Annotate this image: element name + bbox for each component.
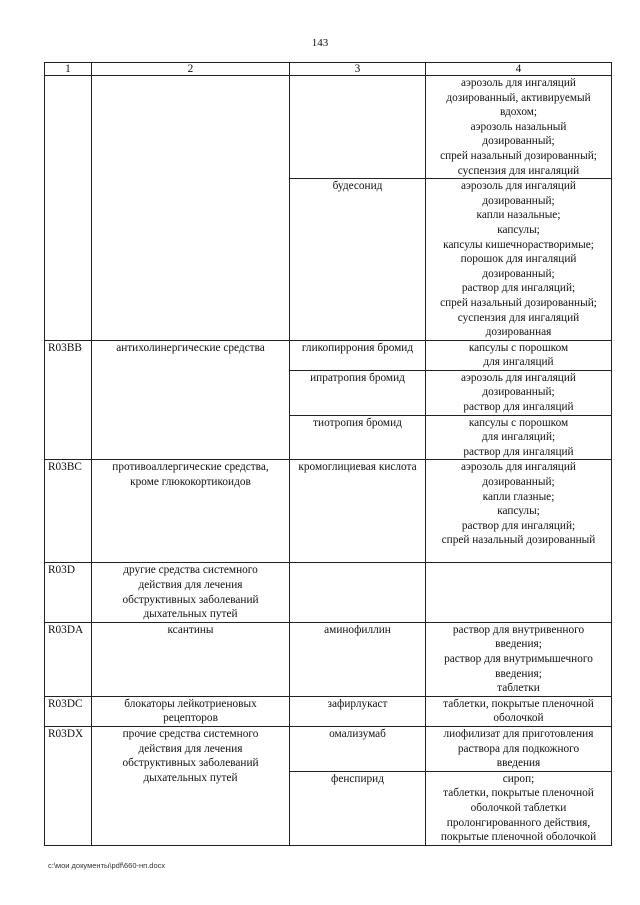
atc-code-cell: R03BB: [45, 340, 92, 460]
group-cell: антихолинергические средства: [92, 340, 290, 460]
group-cell: блокаторы лейкотриеновых рецепторов: [92, 696, 290, 726]
group-cell: прочие средства системного действия для лечения обструктивных заболеваний дыхательных путей: [92, 726, 290, 845]
drug-name-cell: [290, 76, 426, 179]
atc-code-cell: [45, 76, 92, 341]
dosage-forms-cell: раствор для внутривенного введения; раствор для внутримышечного введения; таблетки: [426, 622, 612, 696]
table-row: [45, 726, 612, 771]
drug-name-cell: омализумаб: [290, 726, 426, 771]
dosage-forms-cell: аэрозоль для ингаляций дозированный; капли назальные; капсулы; капсулы кишечнорастворимые; порошок для ингаляций дозированный; раствор для ингаляций; спрей назальный дозированный; суспензия для ингаляций дозированная: [426, 179, 612, 341]
table-row: [45, 76, 612, 179]
column-header: 3: [290, 63, 426, 76]
column-header: 1: [45, 63, 92, 76]
drug-name-cell: [290, 563, 426, 622]
dosage-forms-cell: аэрозоль для ингаляций дозированный; раствор для ингаляций: [426, 370, 612, 415]
column-header: 4: [426, 63, 612, 76]
table-header-row: [45, 63, 612, 76]
page-number: 143: [311, 37, 329, 49]
footer-file-path: c:\мои документы\pdf\660-нп.docx: [48, 861, 166, 870]
group-cell: [92, 76, 290, 341]
dosage-forms-cell: капсулы с порошком для ингаляций; раствор для ингаляций: [426, 415, 612, 460]
dosage-forms-cell: [426, 563, 612, 622]
drug-name-cell: будесонид: [290, 179, 426, 341]
atc-code-cell: R03BC: [45, 460, 92, 563]
atc-code-cell: R03D: [45, 563, 92, 622]
group-cell: ксантины: [92, 622, 290, 696]
table-row: [45, 563, 612, 622]
dosage-forms-cell: аэрозоль для ингаляций дозированный, активируемый вдохом; аэрозоль назальный дозированный; спрей назальный дозированный; суспензия для ингаляций: [426, 76, 612, 179]
drug-name-cell: зафирлукаст: [290, 696, 426, 726]
dosage-forms-cell: капсулы с порошком для ингаляций: [426, 340, 612, 370]
dosage-forms-cell: лиофилизат для приготовления раствора для подкожного введения: [426, 726, 612, 771]
drug-name-cell: гликопиррония бромид: [290, 340, 426, 370]
atc-code-cell: R03DA: [45, 622, 92, 696]
drug-name-cell: фенспирид: [290, 771, 426, 845]
group-cell: другие средства системного действия для лечения обструктивных заболеваний дыхательных путей: [92, 563, 290, 622]
atc-code-cell: R03DX: [45, 726, 92, 845]
group-cell: противоаллергические средства, кроме глюкокортикоидов: [92, 460, 290, 563]
drug-name-cell: ипратропия бромид: [290, 370, 426, 415]
drug-name-cell: тиотропия бромид: [290, 415, 426, 460]
drug-name-cell: кромоглициевая кислота: [290, 460, 426, 563]
dosage-forms-cell: таблетки, покрытые пленочной оболочкой: [426, 696, 612, 726]
atc-code-cell: R03DC: [45, 696, 92, 726]
table-row: [45, 340, 612, 370]
drug-name-cell: аминофиллин: [290, 622, 426, 696]
drug-table: [44, 62, 612, 846]
dosage-forms-cell: сироп; таблетки, покрытые пленочной оболочкой таблетки пролонгированного действия, покрытые пленочной оболочкой: [426, 771, 612, 845]
dosage-forms-cell: аэрозоль для ингаляций дозированный; капли глазные; капсулы; раствор для ингаляций; спрей назальный дозированный: [426, 460, 612, 563]
table-row: [45, 460, 612, 563]
column-header: 2: [92, 63, 290, 76]
table-row: [45, 622, 612, 696]
table-row: [45, 696, 612, 726]
